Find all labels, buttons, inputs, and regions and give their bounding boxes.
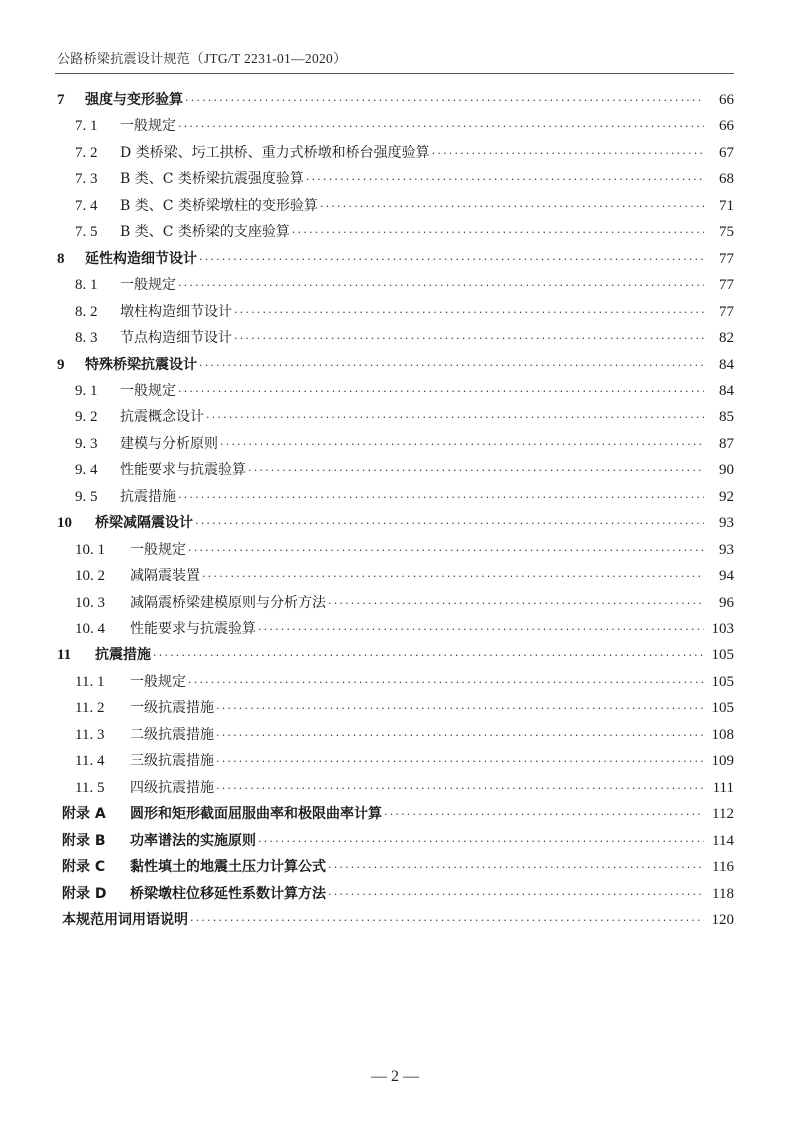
- toc-entry-page: 66: [719, 118, 734, 135]
- toc-entry-number: 11. 2: [75, 700, 105, 717]
- dot-leader: [328, 591, 704, 617]
- toc-entry-title: 节点构造细节设计: [120, 330, 232, 347]
- toc-entry-title: 二级抗震措施: [130, 726, 214, 743]
- toc-entry-number: 11. 1: [75, 673, 105, 690]
- toc-entry-appendix[interactable]: [62, 854, 734, 880]
- toc-entry-section[interactable]: [75, 484, 734, 510]
- toc-entry-page: 68: [719, 171, 734, 188]
- dot-leader: [216, 776, 704, 802]
- toc-entry-chapter[interactable]: [57, 246, 734, 272]
- toc-entry-title: B 类、C 类桥梁墩柱的变形验算: [120, 197, 318, 214]
- toc-entry-page: 105: [711, 673, 734, 690]
- toc-entry-section[interactable]: [75, 166, 734, 192]
- toc-entry-number: 9. 4: [75, 462, 98, 479]
- dot-leader: [178, 379, 704, 405]
- dot-leader: [216, 749, 704, 775]
- toc-entry-section[interactable]: [75, 219, 734, 245]
- toc-entry-appendix[interactable]: [62, 801, 734, 827]
- toc-entry-section[interactable]: [75, 299, 734, 325]
- dot-leader: [258, 829, 704, 855]
- dot-leader: [185, 88, 704, 114]
- dot-leader: [248, 458, 704, 484]
- toc-entry-section[interactable]: [75, 695, 734, 721]
- toc-entry-section[interactable]: [75, 378, 734, 404]
- toc-entry-number: 10: [57, 515, 72, 532]
- toc-entry-number: 7. 4: [75, 197, 98, 214]
- toc-entry-page: 105: [711, 700, 734, 717]
- toc-entry-title: 强度与变形验算: [85, 92, 183, 108]
- toc-entry-page: 116: [712, 859, 734, 876]
- toc-entry-number: 9. 3: [75, 435, 98, 452]
- toc-entry-number: 附录 A: [62, 806, 106, 823]
- dot-leader: [178, 114, 704, 140]
- toc-entry-section[interactable]: [75, 775, 734, 801]
- toc-entry-title: 墩柱构造细节设计: [120, 303, 232, 320]
- toc-entry-section[interactable]: [75, 590, 734, 616]
- dot-leader: [292, 220, 704, 246]
- toc-entry-page: 85: [719, 409, 734, 426]
- toc-entry-section[interactable]: [75, 563, 734, 589]
- toc-entry-title: 性能要求与抗震验算: [120, 462, 246, 479]
- toc-entry-page: 82: [719, 330, 734, 347]
- toc-entry-section[interactable]: [75, 193, 734, 219]
- toc-entry-page: 93: [719, 541, 734, 558]
- toc-entry-section[interactable]: [75, 404, 734, 430]
- toc-entry-number: 8. 3: [75, 330, 98, 347]
- dot-leader: [306, 167, 704, 193]
- toc-entry-page: 92: [719, 488, 734, 505]
- toc-entry-number: 11. 5: [75, 779, 105, 796]
- toc-entry-title: 一般规定: [120, 277, 176, 294]
- toc-entry-section[interactable]: [75, 722, 734, 748]
- toc-entry-page: 114: [712, 832, 734, 849]
- toc-entry-title: 建模与分析原则: [120, 435, 218, 452]
- toc-entry-number: 8. 1: [75, 277, 98, 294]
- running-header: [57, 47, 347, 67]
- toc-entry-number: 11. 4: [75, 753, 105, 770]
- toc-entry-page: 94: [719, 568, 734, 585]
- toc-entry-section[interactable]: [75, 113, 734, 139]
- toc-entry-page: 77: [719, 250, 734, 267]
- dot-leader: [234, 300, 704, 326]
- toc-entry-page: 109: [711, 753, 734, 770]
- toc-entry-number: 11. 3: [75, 726, 105, 743]
- toc-entry-number: 9. 5: [75, 488, 98, 505]
- toc-entry-section[interactable]: [75, 431, 734, 457]
- dot-leader: [178, 273, 704, 299]
- dot-leader: [206, 405, 704, 431]
- dot-leader: [153, 643, 704, 669]
- toc-entry-page: 75: [719, 224, 734, 241]
- toc-entry-appendix[interactable]: [62, 828, 734, 854]
- toc-entry-section[interactable]: [75, 748, 734, 774]
- toc-entry-number: 附录 D: [62, 885, 107, 902]
- toc-entry-section[interactable]: [75, 537, 734, 563]
- toc-entry-number: 7. 5: [75, 224, 98, 241]
- dot-leader: [384, 802, 704, 828]
- toc-entry-title: B 类、C 类桥梁抗震强度验算: [120, 171, 304, 188]
- toc-entry-title: 一般规定: [120, 118, 176, 135]
- toc-entry-appendix[interactable]: [62, 881, 734, 907]
- toc-entry-title: 黏性填土的地震土压力计算公式: [130, 859, 326, 876]
- toc-entry-page: 96: [719, 594, 734, 611]
- dot-leader: [216, 723, 704, 749]
- header-code: （JTG/T 2231-01—2020）: [190, 51, 347, 66]
- toc-entry-number: 8: [57, 250, 65, 267]
- toc-entry-page: 112: [712, 806, 734, 823]
- dot-leader: [188, 670, 704, 696]
- toc-entry-page: 67: [719, 144, 734, 161]
- dot-leader: [234, 326, 704, 352]
- toc-entry-number: 7. 3: [75, 171, 98, 188]
- toc-entry-page: 90: [719, 462, 734, 479]
- toc-entry-page: 84: [719, 382, 734, 399]
- toc-entry-title: 功率谱法的实施原则: [130, 832, 256, 849]
- toc-entry-page: 108: [711, 726, 734, 743]
- dot-leader: [220, 432, 704, 458]
- toc-entry-section[interactable]: [75, 140, 734, 166]
- toc-entry-title: 抗震措施: [95, 647, 151, 664]
- toc-entry-number: 附录 B: [62, 832, 106, 849]
- toc-entry-title: 性能要求与抗震验算: [130, 621, 256, 637]
- toc-entry-section[interactable]: [75, 669, 734, 695]
- dot-leader: [199, 247, 704, 273]
- toc-entry-title: 减隔震桥梁建模原则与分析方法: [130, 594, 326, 611]
- dot-leader: [432, 141, 704, 167]
- toc-entry-title: 抗震措施: [120, 488, 176, 505]
- toc-entry-number: 9. 2: [75, 409, 98, 426]
- toc-entry-page: 105: [711, 647, 734, 664]
- toc-entry-section[interactable]: [75, 616, 734, 642]
- toc-entry-title: B 类、C 类桥梁的支座验算: [120, 224, 290, 241]
- dot-leader: [190, 908, 704, 934]
- toc-entry-title: 一般规定: [130, 541, 186, 558]
- toc-entry-page: 111: [712, 779, 734, 796]
- toc-entry-title: 减隔震装置: [130, 568, 200, 585]
- toc-entry-title: D 类桥梁、圬工拱桥、重力式桥墩和桥台强度验算: [120, 144, 430, 161]
- toc-entry-chapter[interactable]: [57, 510, 734, 536]
- toc-entry-page: 66: [719, 92, 734, 108]
- page-number: — 2 —: [371, 1068, 419, 1085]
- toc-entry-chapter[interactable]: [57, 352, 734, 378]
- toc-entry-page: 84: [719, 356, 734, 373]
- dot-leader: [188, 538, 704, 564]
- toc-entry-number: 10. 3: [75, 594, 105, 611]
- header-rule: [55, 73, 734, 74]
- dot-leader: [258, 617, 704, 643]
- toc-entry-title: 圆形和矩形截面屈服曲率和极限曲率计算: [130, 806, 382, 823]
- toc-entry-chapter[interactable]: [57, 642, 734, 668]
- toc-entry-number: 8. 2: [75, 303, 98, 320]
- toc-entry-appendix[interactable]: [62, 907, 734, 933]
- toc-entry-page: 77: [719, 303, 734, 320]
- toc-entry-page: 120: [711, 911, 734, 928]
- toc-entry-number: 7: [57, 92, 65, 108]
- dot-leader: [178, 485, 704, 511]
- toc-entry-page: 118: [712, 885, 734, 902]
- toc-entry-number: 10. 4: [75, 621, 105, 637]
- toc-entry-page: 71: [719, 197, 734, 214]
- toc-entry-title: 延性构造细节设计: [85, 250, 197, 267]
- toc-entry-page: 93: [719, 515, 734, 532]
- toc-entry-chapter[interactable]: [57, 87, 734, 113]
- toc-entry-section[interactable]: [75, 457, 734, 483]
- toc-entry-title: 抗震概念设计: [120, 409, 204, 426]
- toc-entry-title: 四级抗震措施: [130, 779, 214, 796]
- toc-entry-number: 7. 2: [75, 144, 98, 161]
- dot-leader: [320, 194, 704, 220]
- toc-entry-number: 附录 C: [62, 859, 106, 876]
- dot-leader: [328, 882, 704, 908]
- toc-entry-title: 三级抗震措施: [130, 753, 214, 770]
- toc-entry-number: 9: [57, 356, 65, 373]
- toc-entry-number: 9. 1: [75, 382, 98, 399]
- toc-entry-number: 7. 1: [75, 118, 98, 135]
- dot-leader: [328, 855, 704, 881]
- toc-entry-page: 103: [711, 621, 734, 637]
- dot-leader: [195, 511, 704, 537]
- header-title: 公路桥梁抗震设计规范: [57, 52, 191, 67]
- toc-entry-number: 11: [57, 647, 72, 664]
- toc-entry-number: 10. 2: [75, 568, 105, 585]
- dot-leader: [216, 696, 704, 722]
- toc-entry-page: 77: [719, 277, 734, 294]
- toc-entry-section[interactable]: [75, 325, 734, 351]
- toc-entry-title: 桥梁墩柱位移延性系数计算方法: [130, 885, 326, 902]
- toc-entry-title: 本规范用词用语说明: [62, 911, 188, 928]
- toc-entry-title: 一级抗震措施: [130, 700, 214, 717]
- toc-entry-section[interactable]: [75, 272, 734, 298]
- toc-entry-title: 一般规定: [120, 382, 176, 399]
- toc-entry-number: 10. 1: [75, 541, 105, 558]
- toc-entry-title: 一般规定: [130, 673, 186, 690]
- dot-leader: [199, 353, 704, 379]
- toc-entry-page: 87: [719, 435, 734, 452]
- toc-entry-title: 桥梁减隔震设计: [95, 515, 193, 532]
- toc-entry-title: 特殊桥梁抗震设计: [85, 356, 197, 373]
- dot-leader: [202, 564, 704, 590]
